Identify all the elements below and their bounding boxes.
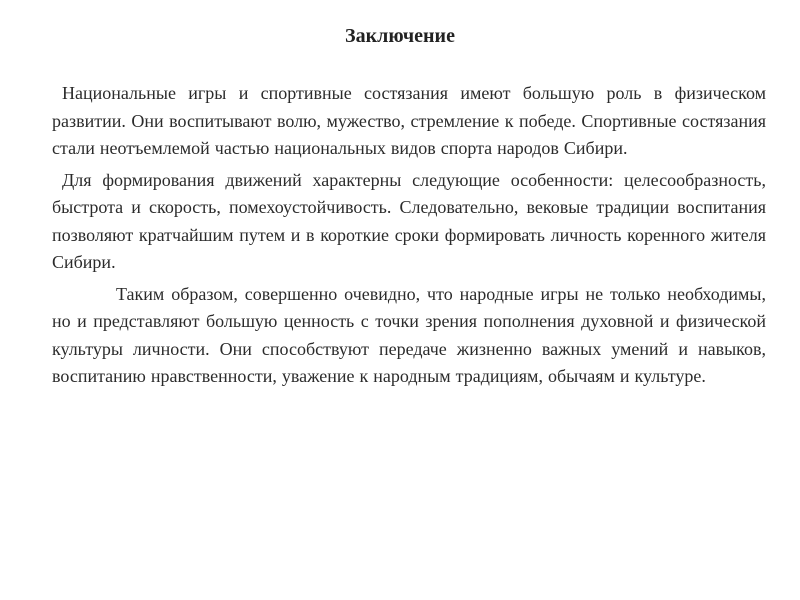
paragraph-national-games: Национальные игры и спортивные состязания имеют большую роль в физическом развитии. Они воспитывают волю, мужество, стремление к победе. Спортивные состязания стали неотъемлемой частью национальных видов спорта народов Сибири. xyxy=(52,83,766,158)
paragraph-conclusion: Таким образом, совершенно очевидно, что народные игры не только необходимы, но и представляют большую ценность с точки зрения пополнения духовной и физической культуры личности. Они способствуют передаче жизненно важных умений и навыков, воспитанию нравственности, уважение к народным традициям, обычаям и культуре. xyxy=(52,283,766,386)
slide-body xyxy=(52,80,766,395)
paragraph-movement-features: Для формирования движений характерны следующие особенности: целесообразность, быстрота и скорость, помехоустойчивость. Следовательно, вековые традиции воспитания позволяют кратчайшим путем и в короткие сроки формировать личность коренного жителя Сибири. xyxy=(52,169,766,272)
slide-title: Заключение xyxy=(345,25,455,47)
